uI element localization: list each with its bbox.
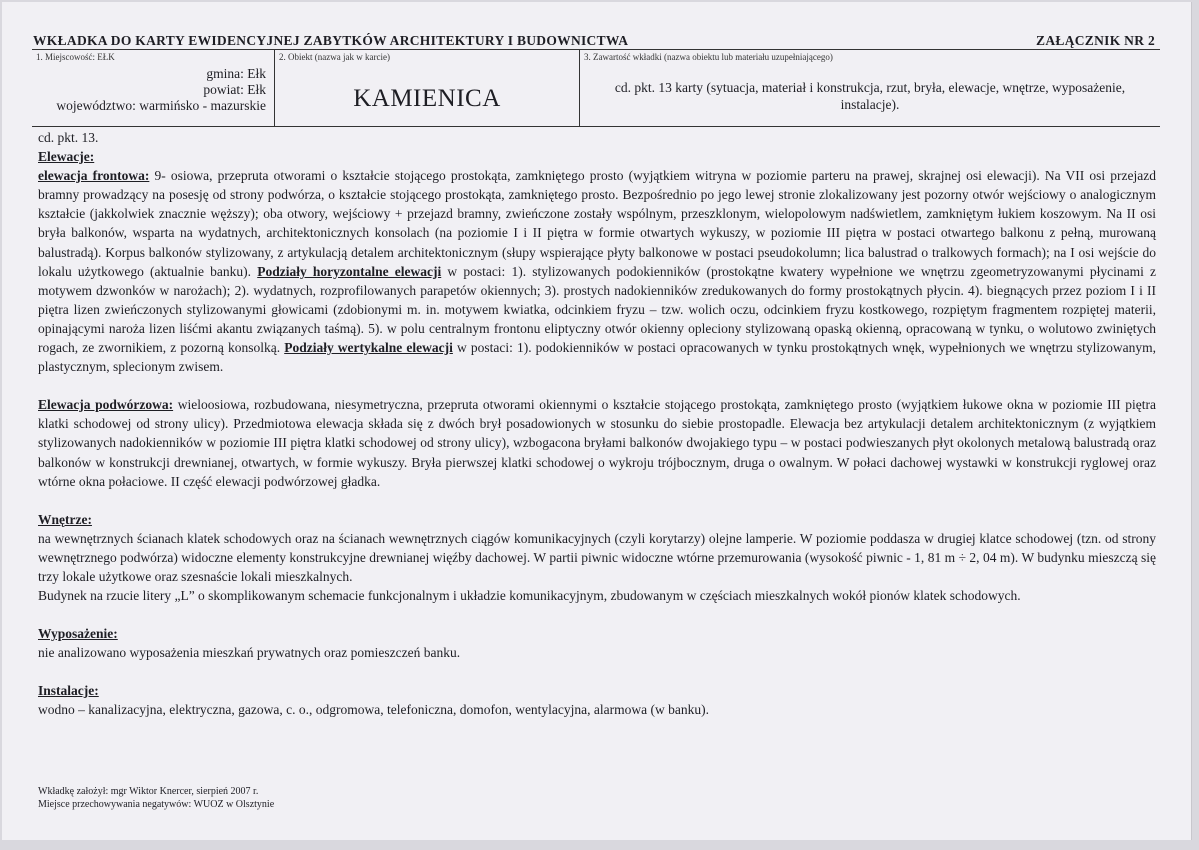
document-title: WKŁADKA DO KARTY EWIDENCYJNEJ ZABYTKÓW ARCHITEKTURY I BUDOWNICTWA — [33, 33, 629, 48]
label-elewacja-podworzowa: Elewacja podwórzowa: — [38, 397, 174, 413]
intro-line: cd. pkt. 13. — [38, 130, 99, 145]
section-heading-elewacje: Elewacje: — [38, 149, 95, 165]
label-podzialy-horyzontalne: Podziały horyzontalne elewacji — [257, 263, 442, 279]
paragraph-elewacja-podworzowa — [38, 395, 1156, 490]
object-value: KAMIENICA — [353, 85, 501, 112]
paragraph-elewacja-frontowa — [38, 166, 1156, 376]
section-heading-wyposazenie: Wyposażenie: — [38, 626, 118, 642]
content-cell — [580, 50, 1160, 126]
footer-storage: Miejsce przechowywania negatywów: WUOZ w Olsztynie — [38, 799, 275, 810]
location-cell — [32, 50, 275, 126]
footer-author: Wkładkę założył: mgr Wiktor Knercer, sierpień 2007 r. — [38, 786, 259, 797]
section-heading-instalacje: Instalacje: — [38, 683, 99, 699]
section-heading-wnetrze: Wnętrze: — [38, 511, 92, 527]
paragraph-wyposazenie: nie analizowano wyposażenia mieszkań prywatnych oraz pomieszczeń banku. — [38, 645, 461, 661]
body-text — [38, 128, 1156, 720]
location-wojewodztwo: województwo: warmińsko - mazurskie — [56, 98, 266, 113]
text-elewacja-podworzowa: wieloosiowa, rozbudowana, niesymetryczna, przepruta otworami okiennymi o kształcie stojącego prostokąta, zamkniętego prosto (wyjątkiem łukowe okna w poziomie III piętra klatki schodowej od strony ulicy). Przedmiotowa elewacja składa się z dwóch brył posadowionych w stosunku do siebie prostopadle. Elewacja bez artykulacji detalem architektonicznym (z wyjątkiem stylizowanych nadokienników w poziomie III piętra klatki schodowej od strony ulicy), wzbogacona bryłami balkonów dwojakiego typu – w postaci podwieszanych płyt okolonych metalową balustradą oraz balkonów w konstrukcji drewnianej, otwartych, w formie wykuszy. Bryła pierwszej klatki schodowej o wykroju trójbocznym, druga o owalnym. W połaci dachowej wystawki w konstrukcji ryglowej oraz wtórne okna połaciowe. II część elewacji podwórzowej gładka. — [38, 397, 1156, 489]
location-powiat: powiat: Ełk — [203, 82, 266, 97]
paragraph-instalacje: wodno – kanalizacyjna, elektryczna, gazowa, c. o., odgromowa, telefoniczna, domofon, wentylacyjna, alarmowa (w banku). — [38, 702, 709, 718]
content-value: cd. pkt. 13 karty (sytuacja, materiał i konstrukcja, rzut, bryła, elewacje, wnętrze, wyposażenie, instalacje). — [614, 80, 1126, 112]
footer — [38, 785, 274, 811]
label-podzialy-wertykalne: Podziały wertykalne elewacji — [284, 340, 453, 356]
location-label: 1. Miejscowość: EŁK — [36, 52, 115, 62]
header-grid — [32, 49, 1160, 127]
document-sheet — [2, 2, 1192, 840]
text-elewacja-frontowa: 9- osiowa, przepruta otworami o kształcie stojącego prostokąta, zamkniętego prosto (wyjątkiem witryna w poziomie parteru na prawej, skrajnej osi elewacji). Na VII osi przejazd bramny prowadzący na posesję od strony podwórza, o kształcie stojącego prostokąta, zamkniętego prosto. Bezpośrednio po jego lewej stronie zlokalizowany jest pozorny otwór wejściowy o analogicznym kształcie (jakkolwiek znacznie węższy); oba otwory, wejściowy + przejazd bramny, zwieńczone zostały wspólnym, przeszklonym, wielopolowym nadświetlem, zamkniętym łukiem koszowym. Na II osi bryła balkonów, wsparta na wydatnych, architektonicznych konsolach (na poziomie I i II piętra w formie otwartych wykuszy, w poziomie III piętra w postaci otwartego balkonu z pełną, murowaną balustradą). Korpus balkonów stylizowany, z artykulacją detalem architektonicznym (słupy wspierające płyty balkonowe w postaci pseudokolumn; lica balustrad o tralkowych formach); na I osi wejście do lokalu użytkowego (aktualnie banku). — [38, 168, 1156, 279]
text-podzialy-horyzontalne: w postaci: 1). stylizowanych podokienników (prostokątne kwatery wypełnione we wnętrzu zgeometryzowanymi płycinami z motywem dzwonków w narożach); 2). wydatnych, rozprofilowanych parapetów okiennych; 3). prostych nadokienników zredukowanych do formy prostokątnych płycin. 4). biegnących przez poziom I i II piętra lizen zwieńczonych stylizowanymi głowicami (zdobionymi m. in. motywem kwiatka, odcinkiem fryzu – tzw. wolich oczu, odcinkiem fryzu kostkowego, rozpiętym fragmentem rozpiętej materii, opinającymi naroża lizen liśćmi akantu związanych taśmą). 5). w polu centralnym frontonu eliptyczny otwór okienny opleciony stylizowaną opaską okienną, opracowaną w tynku, o wolutowo zwiniętych rogach, ze zwornikiem, z pozorną konsolką. — [38, 263, 1156, 356]
location-lines — [56, 66, 266, 114]
content-label: 3. Zawartość wkładki (nazwa obiektu lub materiału uzupełniającego) — [584, 52, 833, 62]
annex-number: ZAŁĄCZNIK NR 2 — [1036, 33, 1155, 48]
location-gmina: gmina: Ełk — [206, 66, 266, 81]
label-elewacja-frontowa: elewacja frontowa: — [38, 168, 150, 184]
object-cell — [275, 50, 580, 126]
paragraph-rzut: Budynek na rzucie litery „L” o skomplikowanym schemacie funkcjonalnym i układzie komunikacyjnym, zbudowanym w częściach mieszkalnych wokół pionów klatek schodowych. — [38, 588, 1021, 604]
text-podzialy-wertykalne: w postaci: 1). podokienników w postaci opracowanych w tynku prostokątnych wnęk, wypełnionych we wnętrzu stylizowanym, plastycznym, splecionym zwisem. — [38, 340, 1156, 375]
paragraph-wnetrze: na wewnętrznych ścianach klatek schodowych oraz na ścianach wewnętrznych ciągów komunikacyjnych (czyli korytarzy) olejne lamperie. W poziomie poddasza w drugiej klatce schodowej (tzn. od strony wewnętrznego podwórza) widoczne elementy konstrukcyjne drewnianej więźby dachowej. W partii piwnic widoczne wtórne przemurowania (wysokość piwnic - 1, 81 m ÷ 2, 04 m). W budynku mieszczą się trzy lokale użytkowe oraz szesnaście lokali mieszkalnych. — [38, 530, 1156, 584]
object-label: 2. Obiekt (nazwa jak w karcie) — [279, 52, 390, 62]
